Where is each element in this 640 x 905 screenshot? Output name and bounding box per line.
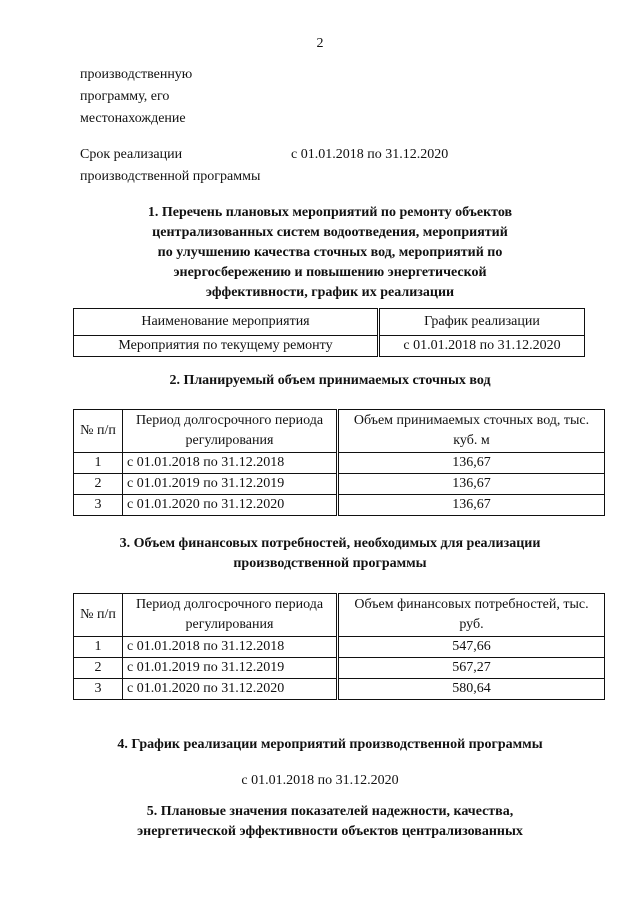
term-label-line: производственной программы <box>80 169 261 184</box>
section3-title <box>40 534 620 574</box>
table-row <box>74 474 605 495</box>
table-header-cell: № п/п <box>74 594 123 637</box>
wastewater-volume-table <box>73 409 605 516</box>
table-cell: 3 <box>74 495 123 516</box>
table-row <box>74 658 605 679</box>
term-label <box>80 144 260 188</box>
table-header-cell: Объем финансовых потребностей, тыс. руб. <box>338 594 605 637</box>
section4-period: с 01.01.2018 по 31.12.2020 <box>241 773 399 788</box>
term-value: с 01.01.2018 по 31.12.2020 <box>291 147 449 162</box>
section4-title: 4. График реализации мероприятий производственной программы <box>117 737 543 752</box>
section3-title-line: производственной программы <box>233 556 427 571</box>
program-location-line: производственную <box>80 67 193 82</box>
table-header-cell: Период долгосрочного периода регулирования <box>123 594 338 637</box>
table-header-row <box>74 309 585 336</box>
table-row <box>74 637 605 658</box>
table-header-cell: Объем принимаемых сточных вод, тыс. куб. м <box>338 410 605 453</box>
table-header-cell: Наименование мероприятия <box>74 309 379 336</box>
table-cell: 136,67 <box>338 453 605 474</box>
section1-title-line: энергосбережению и повышению энергетической <box>173 265 487 280</box>
section5-title <box>40 802 620 842</box>
section3-title-line: 3. Объем финансовых потребностей, необходимых для реализации <box>119 536 541 551</box>
section2-title: 2. Планируемый объем принимаемых сточных вод <box>169 373 491 388</box>
table-cell: 2 <box>74 658 123 679</box>
table-header-row <box>74 594 605 637</box>
table-cell: 1 <box>74 637 123 658</box>
table-header-cell: График реализации <box>379 309 585 336</box>
table-row <box>74 336 585 357</box>
program-location-line: программу, его <box>80 89 170 104</box>
table-cell: 1 <box>74 453 123 474</box>
table-row <box>74 495 605 516</box>
term-label-line: Срок реализации <box>80 147 183 162</box>
program-location-label <box>80 64 192 130</box>
section5-title-line: энергетической эффективности объектов централизованных <box>137 824 523 839</box>
table-row <box>74 453 605 474</box>
page-number: 2 <box>316 36 324 51</box>
measures-table <box>73 308 585 357</box>
table-cell: с 01.01.2020 по 31.12.2020 <box>123 495 338 516</box>
table-cell: с 01.01.2018 по 31.12.2018 <box>123 637 338 658</box>
table-cell: с 01.01.2020 по 31.12.2020 <box>123 679 338 700</box>
table-cell: с 01.01.2018 по 31.12.2018 <box>123 453 338 474</box>
table-row <box>74 679 605 700</box>
table-cell: 580,64 <box>338 679 605 700</box>
table-header-cell: № п/п <box>74 410 123 453</box>
section1-title-line: 1. Перечень плановых мероприятий по ремонту объектов <box>147 205 513 220</box>
table-cell: 2 <box>74 474 123 495</box>
table-header-row <box>74 410 605 453</box>
section1-title <box>60 203 600 303</box>
section1-title-line: по улучшению качества сточных вод, мероприятий по <box>157 245 503 260</box>
section1-title-line: централизованных систем водоотведения, мероприятий <box>152 225 508 240</box>
table-cell: с 01.01.2019 по 31.12.2019 <box>123 658 338 679</box>
table-cell: с 01.01.2018 по 31.12.2020 <box>379 336 585 357</box>
table-header-cell: Период долгосрочного периода регулирования <box>123 410 338 453</box>
section1-title-line: эффективности, график их реализации <box>205 285 455 300</box>
table-cell: 136,67 <box>338 495 605 516</box>
financial-needs-table <box>73 593 605 700</box>
table-cell: 547,66 <box>338 637 605 658</box>
section5-title-line: 5. Плановые значения показателей надежности, качества, <box>146 804 514 819</box>
table-cell: 567,27 <box>338 658 605 679</box>
table-cell: Мероприятия по текущему ремонту <box>74 336 379 357</box>
program-location-line: местонахождение <box>80 111 186 126</box>
table-cell: 136,67 <box>338 474 605 495</box>
table-cell: с 01.01.2019 по 31.12.2019 <box>123 474 338 495</box>
table-cell: 3 <box>74 679 123 700</box>
